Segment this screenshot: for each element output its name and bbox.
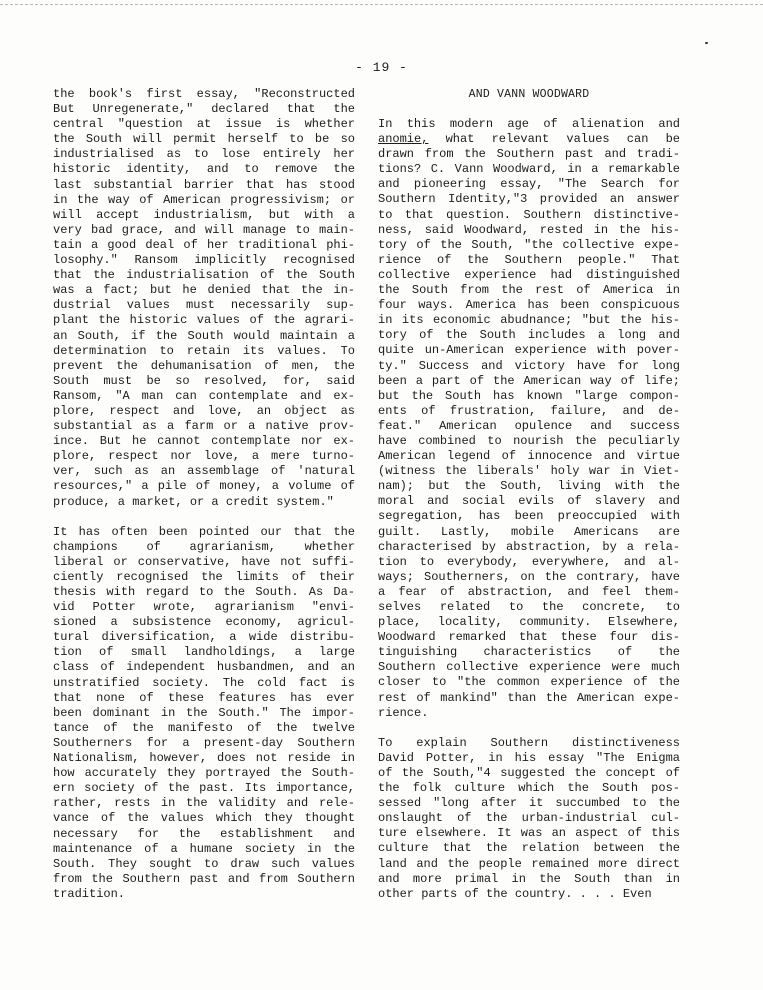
text-line: Southern collective experience were much (378, 660, 680, 675)
text-line: that the industrialisation of the South (53, 268, 355, 283)
text-line: moral and social evils of slavery and (378, 494, 680, 509)
text-line: tion to everybody, everywhere, and al- (378, 554, 680, 569)
text-line: Woodward remarked that these four dis- (378, 630, 680, 645)
text-line: sessed "long after it succumbed to the (378, 796, 680, 811)
text-line: characterised by abstraction, by a rela- (378, 539, 680, 554)
text-line: other parts of the country. . . . Even (378, 886, 652, 901)
text-line: vance of the values which they thought (53, 811, 355, 826)
text-line: last substantial barrier that has stood (53, 177, 355, 192)
text-line: but the South has known "large compon- (378, 388, 680, 403)
text-line: closer to "the common experience of the (378, 675, 680, 690)
text-line: from the Southern past and from Southern (53, 871, 355, 886)
text-line: sioned a subsistence economy, agricul- (53, 615, 355, 630)
text-line: David Potter, in his essay "The Enigma (378, 750, 680, 765)
text-line (378, 132, 680, 147)
text-line: ture elsewhere. It was an aspect of this (378, 826, 680, 841)
text-line: that none of these features has ever (53, 690, 355, 705)
text-line: ways; Southerners, on the contrary, have (378, 569, 680, 584)
text-line: Southern Identity,"3 provided an answer (378, 192, 680, 207)
text-line: It has often been pointed our that the (53, 524, 355, 539)
text-line: But Unregenerate," declared that the (53, 102, 355, 117)
text-line: ty." Success and victory have for long (378, 358, 680, 373)
text-line: In this modern age of alienation and (378, 117, 680, 131)
underlined-word: anomie, (378, 132, 429, 147)
scan-speck (705, 42, 708, 44)
text-line: very bad grace, and will manage to main- (53, 222, 355, 237)
text-line: class of independent husbandmen, and an (53, 660, 355, 675)
text-line: in its economic abudnance; "but the his- (378, 313, 680, 328)
text-line: in the way of American progressivism; or (53, 192, 355, 207)
text-line: ince. But he cannot contemplate nor ex- (53, 434, 355, 449)
text-line: was a fact; but he denied that the in- (53, 283, 355, 298)
text-line: selves related to the concrete, to (378, 600, 680, 614)
text-line: substantial as a farm or a native prov- (53, 419, 355, 434)
text-line: the folk culture which the South pos- (378, 781, 680, 796)
text-line: to that question. Southern distinctive- (378, 207, 680, 222)
text-line: the South from the rest of America in (378, 283, 680, 298)
text-line: a fear of abstraction, and feel them- (378, 584, 680, 599)
page-number: - 19 - (355, 60, 408, 75)
text-line: Ransom, "A man can contemplate and ex- (53, 388, 355, 403)
text-line: To explain Southern distinctiveness (378, 735, 680, 750)
text-line: tion of small landholdings, a large (53, 645, 355, 660)
text-line: and more primal in the South than in (378, 871, 680, 886)
text-line: onslaught of the urban-industrial cul- (378, 811, 680, 826)
text-line: plore, respect and love, an object as (53, 403, 355, 418)
text-line: have combined to nourish the peculiarly (378, 433, 680, 448)
text-line: determination to retain its values. To (53, 343, 355, 358)
text-line: plant the historic values of the agrari- (53, 313, 355, 328)
left-column (53, 87, 355, 917)
text-line: American legend of innocence and virtue (378, 449, 680, 464)
text-line: industrialised as to lose entirely her (53, 147, 355, 162)
text-line: four ways. America has been conspicuous (378, 298, 680, 313)
text-line: resources," a pile of money, a volume of (53, 479, 355, 494)
text-line: will accept industrialism, but with a (53, 207, 355, 222)
text-line: land and the people remained more direct (378, 856, 680, 871)
right-paragraph-2 (378, 736, 680, 902)
text-line: of the South,"4 suggested the concept of (378, 765, 680, 780)
text-line: ern society of the past. Its importance, (53, 781, 355, 796)
text-line: tory of the South, "the collective expe- (378, 237, 680, 252)
text-line: unstratified society. The cold fact is (53, 675, 355, 690)
text-line: champions of agrarianism, whether (53, 539, 355, 554)
text-line: South must be so resolved, for, said (53, 373, 355, 388)
top-edge-rule (0, 4, 763, 5)
text-line: tinguishing characteristics of the (378, 645, 680, 660)
text-line: (witness the liberals' holy war in Viet- (378, 464, 680, 479)
text-line: ness, said Woodward, rested in the his- (378, 222, 680, 237)
text-line: South. They sought to draw such values (53, 856, 355, 871)
text-line: rience of the Southern people." That (378, 252, 680, 267)
text-line: guilt. Lastly, mobile Americans are (378, 524, 680, 539)
text-line: rience. (378, 705, 429, 720)
text-line: feat." American opulence and success (378, 418, 680, 433)
text-line: tance of the manifesto of the twelve (53, 720, 355, 735)
text-line: quite un-American experience with pover- (378, 343, 680, 358)
text-line: tain a good deal of her traditional phi- (53, 237, 355, 252)
text-line: losophy." Ransom implicitly recognised (53, 253, 355, 268)
text-line: dustrial values must necessarily sup- (53, 298, 355, 313)
text-line: tions? C. Vann Woodward, in a remarkable (378, 162, 680, 177)
text-line: Nationalism, however, does not reside in (53, 751, 355, 766)
text-line-rest: what relevant values can be (428, 132, 680, 147)
text-line: liberal or conservative, have not suffi- (53, 554, 355, 569)
text-line: necessary for the establishment and (53, 826, 355, 841)
left-paragraph-2 (53, 525, 355, 902)
left-paragraph-1 (53, 87, 355, 510)
text-line: the book's first essay, "Reconstructed (53, 87, 355, 101)
text-line: vid Potter wrote, agrarianism "envi- (53, 600, 355, 615)
text-line: ents of frustration, failure, and de- (378, 403, 680, 418)
text-line: historic identity, and to remove the (53, 162, 355, 177)
column-heading: AND VANN WOODWARD (468, 88, 590, 101)
text-line: and pioneering essay, "The Search for (378, 177, 680, 192)
text-line: been dominant in the South." The impor- (53, 705, 355, 720)
text-line: the South will permit herself to be so (53, 132, 355, 147)
text-line: produce, a market, or a credit system." (53, 494, 334, 509)
text-line: rest of mankind" than the American expe- (378, 690, 680, 705)
right-paragraph-1 (378, 117, 680, 721)
text-line: ver, such as an assemblage of 'natural (53, 464, 355, 479)
text-line: tory of the South includes a long and (378, 328, 680, 343)
text-line: central "question at issue is whether (53, 117, 355, 132)
text-line: collective experience had distinguished (378, 267, 680, 282)
right-column (378, 87, 680, 917)
text-line: segregation, has been preoccupied with (378, 509, 680, 524)
text-line: place, locality, community. Elsewhere, (378, 615, 680, 630)
text-line: tradition. (53, 886, 126, 901)
text-line: ciently recognised the limits of their (53, 569, 355, 584)
text-line: plore, respect nor love, a mere turno- (53, 449, 355, 464)
text-line: prevent the dehumanisation of men, the (53, 358, 355, 373)
text-line: how accurately they portrayed the South- (53, 766, 355, 781)
text-line: nam); but the South, living with the (378, 479, 680, 494)
text-line: been a part of the American way of life; (378, 373, 680, 388)
text-line: Southerners for a present-day Southern (53, 735, 355, 750)
text-line: drawn from the Southern past and tradi- (378, 147, 680, 162)
text-line: maintenance of a humane society in the (53, 841, 355, 856)
text-line: tural diversification, a wide distribu- (53, 630, 355, 645)
text-line: an South, if the South would maintain a (53, 328, 355, 343)
text-line: rather, rests in the validity and rele- (53, 796, 355, 811)
text-line: thesis with regard to the South. As Da- (53, 585, 355, 599)
text-line: culture that the relation between the (378, 841, 680, 856)
